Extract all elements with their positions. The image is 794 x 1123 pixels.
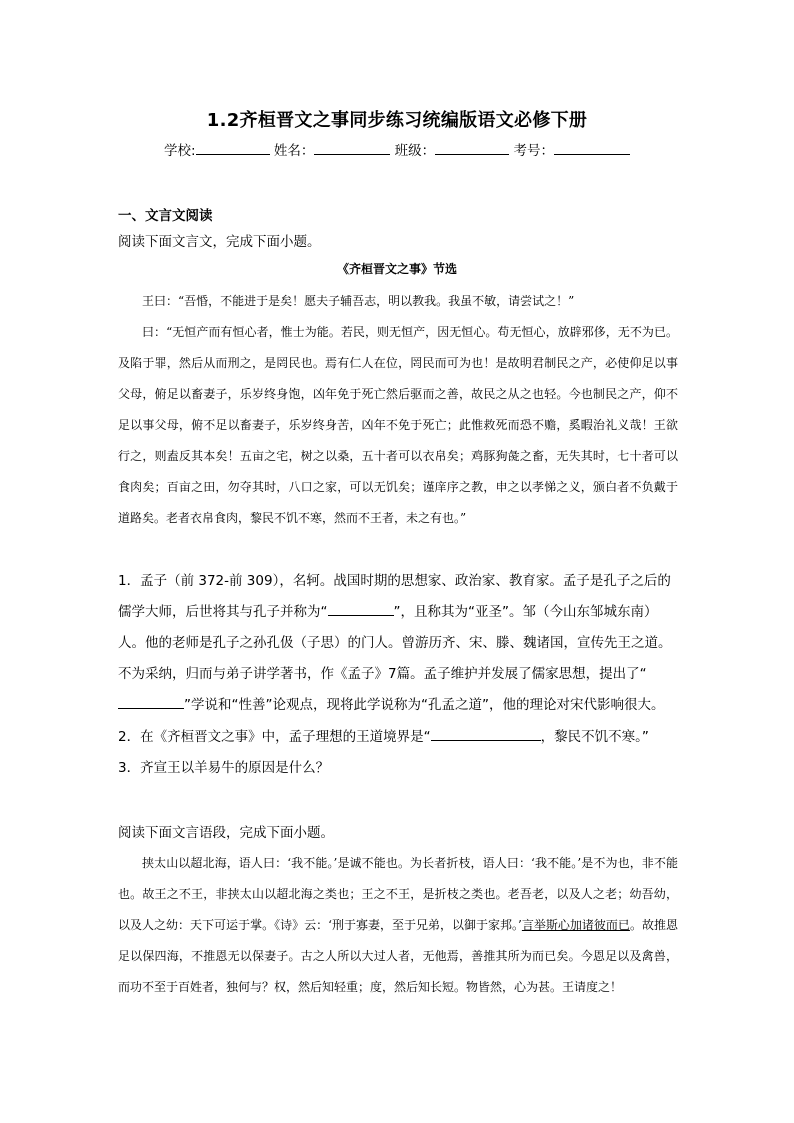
passage-1-paragraph-1: 王曰：“吾惛，不能进于是矣！愿夫子辅吾志，明以教我。我虽不敏，请尝试之！” bbox=[142, 294, 575, 308]
exam-number-label: 考号： bbox=[513, 143, 554, 159]
section1-instruction: 阅读下面文言文，完成下面小题。 bbox=[118, 234, 321, 250]
passage-2-text-a: 挟太山以超北海，语人曰：‘我不能。’是诚不能也。为长者折枝，语人曰：‘我不能。’是不为也，非不能也。故王之不王，非挟太山以超北海之类也；王之不王，是折枝之类也。老吾老，以及人之老；幼吾幼，以及人之幼：天下可运于掌。《诗》云：‘刑于寡妻，至于兄弟，以御于家邦。’ bbox=[118, 856, 678, 932]
class-blank[interactable] bbox=[435, 142, 509, 155]
section2-instruction: 阅读下面文言语段，完成下面小题。 bbox=[118, 825, 334, 841]
student-info-line bbox=[0, 139, 794, 159]
passage-1-paragraph-2: 曰：“无恒产而有恒心者，惟士为能。若民，则无恒产，因无恒心。苟无恒心，放辟邪侈，无不为已。及陷于罪，然后从而刑之，是罔民也。焉有仁人在位，罔民而可为也！是故明君制民之产，必使仰足以事父母，俯足以畜妻子，乐岁终身饱，凶年免于死亡然后驱而之善，故民之从之也轻。今也制民之产，仰不足以事父母，俯不足以畜妻子，乐岁终身苦，凶年不免于死亡；此惟救死而恐不赡，奚暇治礼义哉！王欲行之，则盍反其本矣！五亩之宅，树之以桑，五十者可以衣帛矣；鸡豚狗彘之畜，无失其时，七十者可以食肉矣；百亩之田，勿夺其时，八口之家，可以无饥矣；谨庠序之教，申之以孝悌之义，颁白者不负戴于道路矣。老者衣帛食肉，黎民不饥不寒，然而不王者，未之有也。” bbox=[118, 325, 678, 525]
school-blank[interactable] bbox=[196, 142, 270, 155]
q1-blank-1[interactable] bbox=[328, 602, 394, 616]
exam-number-blank[interactable] bbox=[554, 142, 630, 155]
q2-blank[interactable] bbox=[431, 727, 541, 741]
question-1: 1．孟子（前 372-前 309），名轲。战国时期的思想家、政治家、教育家。孟子是孔子之后的儒学大师，后世将其与孔子并称为“ ”，且称其为“亚圣”。邹（今山东邹城东南）人。他的老师是孔子之孙孔伋（子思）的门人。曾游历齐、宋、滕、魏诸国，宣传先王之道。不为采纳，归而与弟子讲学著书，作《孟子》7篇。孟子维护并发展了儒家思想，提出了“”学说和“性善”论观点，现将此学说称为“孔孟之道”，他的理论对宋代影响很大。 bbox=[118, 573, 672, 713]
passage-2-text-b: 。故推恩足以保四海，不推恩无以保妻子。古之人所以大过人者，无他焉，善推其所为而已矣。今恩足以及禽兽，而功不至于百姓者，独何与？权，然后知轻重；度，然后知长短。物皆然，心为甚。王请度之！ bbox=[118, 918, 678, 994]
school-label: 学校: bbox=[164, 143, 196, 159]
document-title: 1.2齐桓晋文之事同步练习统编版语文必修下册 bbox=[206, 110, 588, 131]
section-heading: 一、文言文阅读 bbox=[118, 208, 213, 224]
passage-title: 《齐桓晋文之事》节选 bbox=[336, 262, 457, 276]
class-label: 班级： bbox=[394, 143, 436, 159]
q1-blank-2[interactable] bbox=[118, 695, 184, 709]
question-3: 3．齐宣王以羊易牛的原因是什么？ bbox=[118, 760, 330, 776]
name-blank[interactable] bbox=[314, 142, 390, 155]
passage-1 bbox=[118, 286, 678, 534]
passage-2 bbox=[118, 848, 678, 1003]
name-label: 姓名： bbox=[273, 143, 315, 159]
question-2: 2．在《齐桓晋文之事》中，孟子理想的王道境界是“ ，黎民不饥不寒。” bbox=[118, 729, 649, 745]
passage-2-underlined-sentence: 言举斯心加诸彼而已 bbox=[521, 918, 630, 932]
